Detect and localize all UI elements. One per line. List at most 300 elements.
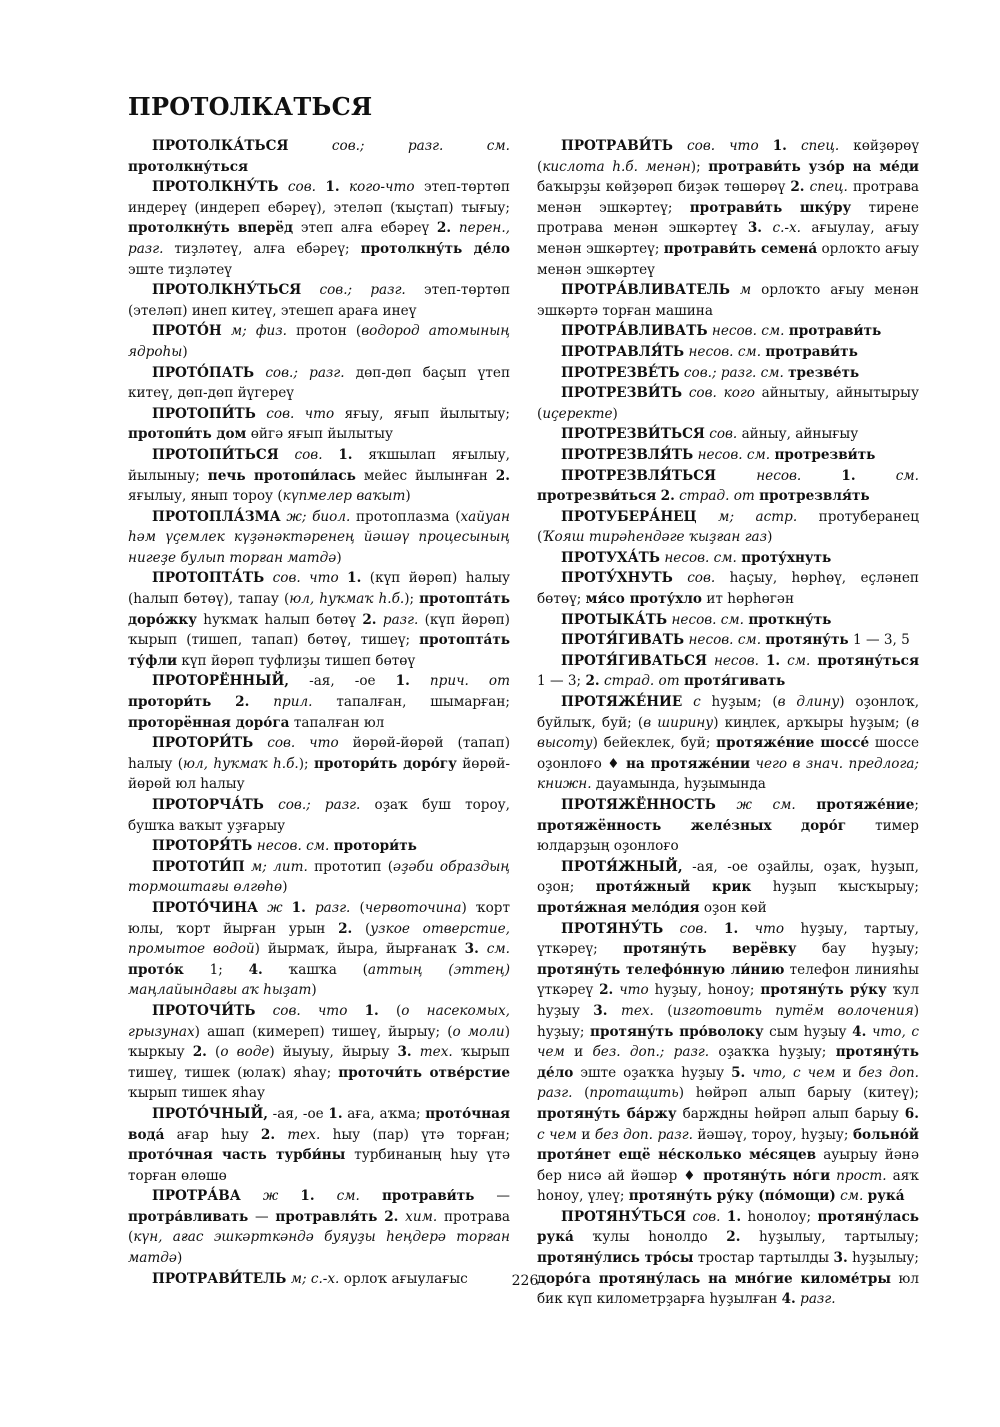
- bold-phrase: протолкну́ть вперёд: [128, 220, 294, 237]
- entry-text: һуҙылыу;: [847, 1250, 919, 1267]
- entry-text: ): [336, 549, 342, 566]
- bold-phrase: протопи́ть дом: [128, 426, 247, 443]
- entry-text: тимер юлдарҙың оҙонлоғо: [537, 817, 919, 855]
- bold-phrase: больно́й протя́нет ещё не́сколько ме́сяцев: [537, 1126, 919, 1164]
- dictionary-entry: [537, 342, 919, 363]
- bold-phrase: протори́ть: [128, 694, 212, 711]
- grammar-label: сов.: [687, 570, 716, 587]
- entry-text: тапалған юл: [289, 714, 385, 731]
- grammar-label: узкое отверстие, промытое водой: [128, 920, 510, 958]
- bold-phrase: протрави́ть: [765, 343, 858, 360]
- entry-text: [708, 921, 724, 937]
- bold-phrase: 1.: [841, 467, 856, 484]
- bold-phrase: протяну́ть верёвку: [623, 941, 797, 958]
- entry-text: орлоҡ ағыулағыс: [339, 1270, 468, 1287]
- headword: ПРОТОПИ́ТЬ: [152, 405, 256, 422]
- entry-text: ҡырып тишеү, тишек (юлаҡ) яһау;: [128, 1044, 510, 1081]
- grammar-label: сов.: [709, 426, 738, 443]
- grammar-label: ж; биол.: [286, 508, 351, 525]
- headword: ПРОТОЧИ́ТЬ: [152, 1002, 256, 1019]
- entry-text: [241, 1188, 263, 1204]
- grammar-label: разг.: [382, 611, 419, 628]
- bold-phrase: протрезвля́ть: [759, 488, 870, 505]
- dictionary-entry: [128, 445, 510, 507]
- entry-text: барждны һөйрәп алып барыу: [676, 1105, 905, 1122]
- left-column: [128, 136, 510, 1289]
- bold-phrase: 1.: [325, 179, 340, 196]
- bold-phrase: 2.: [585, 673, 600, 690]
- bold-phrase: протяже́ние шоссе́: [716, 735, 870, 752]
- entry-text: эште тиҙләтеү: [128, 261, 232, 278]
- entry-text: ҡашҡа (: [262, 961, 368, 978]
- grammar-label: м; с.-х.: [290, 1270, 340, 1287]
- dictionary-entry: [537, 630, 919, 651]
- entry-text: дауамында, һуҙымында: [591, 776, 766, 793]
- headword: ПРОТОТИ́П: [152, 858, 245, 875]
- entry-text: [451, 220, 459, 236]
- headword: ПРОТО́ЧНЫЙ,: [152, 1105, 269, 1122]
- headword: ПРОТЯНУ́ТЬСЯ: [561, 1208, 687, 1225]
- dictionary-entry: [128, 177, 510, 280]
- grammar-label: протащить: [589, 1085, 679, 1102]
- grammar-label: сов. что: [267, 735, 339, 752]
- dictionary-entry: [537, 795, 919, 857]
- bold-phrase: 1.: [300, 1188, 315, 1205]
- entry-text: (: [572, 1085, 590, 1102]
- dictionary-entry: [128, 363, 510, 404]
- entry-text: йәшәү, тороу, һуҙыу;: [692, 1126, 853, 1143]
- bold-phrase: 3.: [833, 1250, 848, 1267]
- entry-text: һуҙып ҡысҡырыу;: [751, 879, 919, 896]
- dictionary-entry: [128, 1001, 510, 1104]
- headword: ПРОТОРЧА́ТЬ: [152, 797, 264, 813]
- bold-phrase: протра́вливать: [128, 1208, 249, 1225]
- grammar-label: м; лит.: [250, 858, 308, 875]
- entry-text: [306, 900, 315, 916]
- grammar-label: прич. от: [429, 673, 511, 690]
- grammar-label: без. доп.; разг.: [592, 1044, 710, 1061]
- bold-phrase: протяну́ть ру́ку (по́мощи): [628, 1188, 836, 1205]
- entry-text: );: [690, 158, 709, 175]
- bold-phrase: 2.: [436, 220, 452, 237]
- bold-phrase: протяну́ть де́ло: [537, 1044, 920, 1081]
- headword: ПРОТОЛКНУ́ТЬ: [152, 179, 279, 196]
- grammar-label: чего в знач. предлога; книжн.: [537, 755, 920, 793]
- grammar-label: сов.: [679, 920, 708, 937]
- dictionary-entry: [128, 507, 510, 569]
- entry-text: ) һөйрәп алып барыу (китеү);: [678, 1085, 920, 1102]
- grammar-label: что: [754, 920, 785, 937]
- entry-text: [264, 570, 272, 586]
- entry-text: ): [282, 879, 288, 896]
- entry-text: (: [378, 1002, 402, 1019]
- bold-phrase: протрезви́ться: [537, 488, 657, 505]
- entry-text: ): [176, 1250, 183, 1267]
- grammar-label: несов. см.: [711, 323, 785, 340]
- grammar-label: юл, һуҡмаҡ һ.б.: [289, 591, 405, 608]
- grammar-label: см.: [895, 467, 920, 484]
- grammar-label: сов.; разг.: [319, 282, 406, 299]
- bold-phrase: протрави́ть: [381, 1188, 475, 1205]
- entry-text: [682, 385, 689, 401]
- entry-text: (: [352, 920, 371, 937]
- headword: ПРОТЯ́ЖНЫЙ,: [561, 858, 683, 875]
- entry-text: [716, 468, 756, 484]
- grammar-label: хим.: [405, 1208, 438, 1225]
- headword: ПРОТУХА́ТЬ: [561, 549, 660, 566]
- entry-text: һаҫыу, һөрһөү, еҫләнеп бөтөү;: [537, 570, 919, 608]
- grammar-label: сов.: [287, 179, 316, 196]
- bold-phrase: 2.: [495, 467, 510, 484]
- grammar-label: см.: [840, 1188, 864, 1205]
- headword: ПРОТЯЖЁННОСТЬ: [561, 797, 716, 813]
- headword: ПРОТРЕЗВИ́ТЬ: [561, 385, 683, 402]
- entry-text: ) ашап (кимереп) тишеү, йырыу; (: [194, 1023, 453, 1040]
- bold-phrase: проту́хнуть: [741, 549, 832, 566]
- bold-phrase: 4.: [248, 961, 263, 978]
- entry-text: яғыу, яғып йылытыу;: [334, 405, 511, 422]
- grammar-label: прил.: [273, 694, 313, 711]
- grammar-label: несов. см.: [688, 632, 762, 649]
- entry-text: ) йырмаҡ, йыра, йырғанаҡ: [254, 941, 465, 958]
- bold-phrase: 2.: [384, 1208, 399, 1225]
- bold-phrase: 1.: [364, 1002, 379, 1019]
- entry-text: һуҙыу, тартыу, үткәреү;: [537, 920, 920, 958]
- entry-text: айныу, айнығыу: [737, 426, 859, 443]
- entry-text: [707, 653, 714, 669]
- bold-phrase: протяну́ть телефо́нную ли́нию: [537, 961, 785, 978]
- bold-phrase: 6.: [904, 1105, 919, 1122]
- bold-phrase: 4.: [781, 1291, 796, 1308]
- entry-text: —: [248, 1208, 276, 1225]
- dictionary-entry: [128, 857, 510, 898]
- grammar-label: сов. что: [266, 405, 335, 422]
- entry-text: [360, 1188, 382, 1204]
- entry-text: һыу (пар) үтә торған;: [320, 1126, 511, 1143]
- entry-text: айнытыу, айнытырыу (: [537, 385, 919, 422]
- grammar-label: см.: [336, 1188, 360, 1205]
- headword: ПРОТРА́ВЛИВАТЕЛЬ: [561, 282, 730, 299]
- entry-text: [301, 282, 319, 298]
- headword: ПРОТЯЖЕ́НИЕ: [561, 694, 683, 711]
- bold-phrase: протяну́лась рука́: [537, 1208, 919, 1246]
- headword: ПРОТРАВИ́ТЕЛЬ: [152, 1270, 287, 1287]
- bold-phrase: 5.: [731, 1064, 746, 1081]
- dictionary-entry: [128, 321, 510, 362]
- entry-text: [253, 735, 267, 751]
- grammar-label: без доп. разг.: [537, 1064, 919, 1102]
- grammar-label: страд. от: [679, 488, 755, 505]
- entry-text: [796, 797, 817, 813]
- grammar-label: сов.; разг.: [265, 364, 345, 381]
- entry-text: [856, 468, 896, 484]
- bold-phrase: 1.: [772, 138, 787, 154]
- bold-phrase: на протяже́нии: [625, 755, 751, 772]
- grammar-label: изготовить путём волочения: [672, 1002, 914, 1019]
- grammar-label: м; физ.: [230, 323, 287, 340]
- headword: ПРОТОПЛА́ЗМА: [152, 508, 281, 525]
- entry-text: яҡшылап яғылыу, йылыныу;: [128, 446, 511, 484]
- entry-text: [673, 570, 687, 586]
- entry-text: ): [311, 982, 317, 999]
- entry-text: баҡырҙы көйҙөрөп биҙәк төшөрөү: [537, 179, 791, 196]
- bold-phrase: 2.: [192, 1044, 207, 1061]
- entry-text: );: [298, 755, 314, 772]
- dictionary-entry: [537, 424, 919, 445]
- bold-phrase: прото́к: [128, 961, 184, 978]
- entry-text: 1 — 3, 5: [848, 632, 910, 649]
- entry-text: [279, 447, 295, 463]
- entry-text: [254, 365, 265, 381]
- entry-text: [787, 138, 801, 154]
- bold-phrase: 1.: [347, 570, 362, 587]
- dictionary-entry: [128, 1104, 510, 1186]
- dictionary-entry: [128, 836, 510, 857]
- grammar-label: без доп. разг.: [594, 1126, 693, 1143]
- dictionary-entry: [128, 404, 510, 445]
- entry-text: ) һуҙыу;: [537, 1002, 920, 1040]
- grammar-label: водород атомының ядроһы: [128, 323, 510, 360]
- bold-phrase: протя́жная мело́дия: [537, 899, 700, 916]
- bold-phrase: прото́чная вода́: [128, 1105, 510, 1143]
- entry-text: эште оҙаҡҡа һуҙыу: [573, 1064, 732, 1081]
- dictionary-entry: [537, 136, 919, 280]
- grammar-label: сов. кого: [688, 385, 755, 402]
- bold-phrase: 2.: [599, 982, 614, 999]
- grammar-label: см.: [787, 652, 811, 669]
- dictionary-entry: [128, 898, 510, 1001]
- entry-text: ағыулау, ағыу менән эшкәртеү;: [537, 220, 919, 257]
- bold-phrase: протяну́ться: [817, 652, 919, 669]
- entry-text: [801, 468, 841, 484]
- grammar-label: о воде: [220, 1044, 270, 1061]
- bold-phrase: протяну́ть ба́ржу: [537, 1105, 677, 1122]
- entry-text: протон (: [286, 323, 362, 340]
- entry-text: [673, 138, 687, 154]
- right-column: [537, 136, 919, 1310]
- grammar-label: несов. см.: [688, 343, 762, 360]
- entry-text: -ая, -ое оҙайлы, оҙаҡ, һуҙып, оҙон;: [537, 858, 919, 896]
- bold-phrase: протолкну́ться: [128, 158, 249, 175]
- entry-text: тростар тартылды: [693, 1250, 834, 1267]
- entry-text: аға, аҡма;: [342, 1105, 426, 1122]
- headword: ПРОТЯ́ГИВАТЬСЯ: [561, 652, 707, 669]
- bold-phrase: протяну́ть: [765, 632, 849, 649]
- grammar-label: что, с чем: [537, 1023, 919, 1061]
- entry-text: протоплазма (: [350, 508, 461, 525]
- entry-text: йөрөй-йөрөй (тапап) һалыу (: [128, 735, 510, 772]
- entry-text: көйҙөрөү (: [537, 138, 919, 175]
- headword: ПРОТУ́ХНУТЬ: [561, 570, 673, 587]
- dictionary-entry: [537, 548, 919, 569]
- entry-text: юл бик күп километрҙарға һуҙылған: [537, 1270, 919, 1308]
- entry-text: [697, 509, 719, 525]
- running-head: ПРОТОЛКАТЬСЯ: [128, 92, 373, 121]
- entry-text: [412, 1044, 420, 1060]
- grammar-label: с: [693, 694, 701, 711]
- headword: ПРОТО́ПАТЬ: [152, 364, 255, 381]
- bold-phrase: печь протопи́лась: [207, 467, 356, 484]
- grammar-label: в высоту: [537, 714, 919, 752]
- entry-text: ауырыу йәнә бер нисә ай йәшәр ♦: [537, 1147, 919, 1184]
- grammar-label: сов.: [294, 446, 323, 463]
- entry-text: күп йөрөп туфлиҙы тишеп бөтөү: [177, 652, 416, 669]
- dictionary-entry: [128, 733, 510, 795]
- entry-text: [608, 1003, 621, 1019]
- entry-text: оҙон көй: [699, 899, 767, 916]
- grammar-label: сов.; разг.: [278, 797, 361, 813]
- grammar-label: ж: [262, 1188, 279, 1205]
- bold-phrase: протопта́ть ту́фли: [128, 632, 510, 669]
- entry-text: этеп-төртөп (этеләп) инеп китеү, этешеп араға инеү: [128, 282, 511, 319]
- grammar-label: күн, ағас эшкәрткәндә буяуҙы һеңдерә торған матдә: [128, 1229, 510, 1267]
- grammar-label: ж: [267, 899, 283, 916]
- bold-phrase: 1.: [726, 1208, 742, 1225]
- entry-text: [211, 694, 235, 710]
- dictionary-entry: [128, 795, 510, 836]
- dictionary-entry: [537, 919, 919, 1207]
- grammar-label: разг.: [800, 1291, 836, 1308]
- grammar-label: несов. см.: [256, 838, 330, 855]
- dictionary-entry: [128, 568, 510, 671]
- grammar-label: червоточина: [364, 899, 462, 916]
- bold-phrase: протрави́ть: [788, 323, 882, 340]
- grammar-label: несов. см.: [671, 611, 745, 628]
- headword: ПРОТО́ЧИНА: [152, 899, 259, 916]
- entry-text: [316, 179, 325, 195]
- entry-text: протрава менән эшкәртеү;: [537, 179, 919, 216]
- entry-text: (күп йөрөп) һалыу (һалып бөтөү), тапау (: [128, 570, 511, 608]
- grammar-label: тех.: [620, 1002, 654, 1019]
- headword: ПРОТОРЁННЫЙ,: [152, 673, 290, 690]
- entry-text: орлоҡто ағыу менән эшкәртеү: [537, 240, 919, 278]
- entry-text: (: [653, 1002, 673, 1019]
- bold-phrase: протрезви́ть: [774, 446, 876, 463]
- bold-phrase: протя́жный крик: [595, 879, 752, 896]
- grammar-label: в ширину: [643, 714, 714, 731]
- grammar-label: сов.; разг. см.: [331, 138, 510, 154]
- entry-text: сым һуҙыу: [763, 1023, 853, 1040]
- entry-text: [663, 921, 679, 937]
- entry-text: аяҡ һоноу, үлеү;: [537, 1167, 920, 1205]
- dictionary-entry: [537, 363, 919, 384]
- dictionary-entry: [537, 507, 919, 548]
- entry-text: телефон линияһы үткәреү: [537, 961, 919, 999]
- bold-phrase: 2.: [260, 1126, 276, 1143]
- grammar-label: см.: [486, 941, 510, 958]
- entry-text: ) киңлек, арҡыры һуҙым; (: [713, 714, 912, 731]
- grammar-label: әҙәби образдың тормоштағы өлгөһө: [128, 858, 510, 896]
- entry-text: оҙаҡҡа һуҙыу;: [709, 1044, 836, 1061]
- entry-text: ) ҡорт юлы, ҡорт йырған урын: [128, 899, 510, 937]
- entry-text: этеп алға ебәреү: [293, 220, 437, 237]
- entry-text: орлоҡто ағыу менән эшкәртә торған машина: [537, 282, 919, 319]
- headword: ПРОТРЕЗВЛЯ́ТЬ: [561, 446, 694, 463]
- dictionary-entry: [537, 280, 919, 321]
- grammar-label: несов.: [713, 652, 759, 669]
- headword: ПРОТОЛКА́ТЬСЯ: [152, 138, 289, 154]
- bold-phrase: протрави́ть узо́р на ме́ди: [708, 158, 919, 175]
- grammar-label: аттың (эттең) маңлайындағы аҡ һыҙат: [128, 961, 511, 999]
- bold-phrase: 2.: [726, 1229, 741, 1246]
- bold-phrase: проточи́ть отве́рстие: [338, 1064, 511, 1081]
- grammar-label: ж см.: [736, 797, 796, 813]
- bold-phrase: протравля́ть: [275, 1208, 378, 1225]
- entry-text: ҡулы һонолдо: [573, 1229, 727, 1246]
- bold-phrase: рука́: [867, 1188, 905, 1205]
- entry-text: ) оҙонлоҡ, буйлыҡ, буй; (: [537, 694, 920, 731]
- grammar-label: несов.: [756, 467, 802, 484]
- entry-text: этеп-төртөп индереү (индереп ебәреү), этеләп (ҡыҫтап) тығыу;: [128, 179, 510, 216]
- entry-text: [323, 447, 339, 463]
- bold-phrase: протопта́ть доро́жку: [128, 591, 510, 628]
- entry-text: [762, 220, 772, 236]
- bold-phrase: протяжённость желе́зных доро́г: [537, 817, 847, 834]
- grammar-label: иҫеректе: [542, 405, 613, 422]
- entry-text: [315, 1188, 337, 1204]
- grammar-label: тех.: [287, 1126, 321, 1143]
- bold-phrase: доро́га протяну́лась на мно́гие киломе́тры: [537, 1270, 892, 1287]
- entry-text: ) йыуыу, йырыу: [269, 1044, 398, 1061]
- entry-text: [730, 282, 740, 298]
- dictionary-entry: [128, 280, 510, 321]
- bold-phrase: трезве́ть: [788, 364, 860, 381]
- entry-text: [222, 323, 231, 339]
- headword: ПРОТОПТА́ТЬ: [152, 570, 265, 587]
- entry-text: бау һуҙыу;: [796, 941, 919, 958]
- dictionary-entry: [537, 692, 919, 795]
- entry-text: [716, 797, 737, 813]
- entry-text: һуҙым; (: [700, 694, 778, 711]
- grammar-label: прост.: [836, 1167, 887, 1184]
- headword: ПРОТОПИ́ТЬСЯ: [152, 446, 279, 463]
- entry-text: [479, 941, 487, 957]
- entry-text: һонолоу;: [741, 1208, 818, 1225]
- dictionary-entry: [537, 568, 919, 609]
- entry-text: -ая, -ое: [268, 1105, 329, 1122]
- grammar-label: спец.: [809, 179, 848, 196]
- headword: ПРОТОРИ́ТЬ: [152, 735, 254, 752]
- bold-phrase: 2.: [660, 488, 675, 505]
- grammar-label: сов. что: [687, 138, 759, 154]
- grammar-label: тех.: [419, 1044, 453, 1061]
- entry-text: (: [350, 899, 365, 916]
- bold-phrase: 2.: [235, 694, 250, 711]
- grammar-label: что, с чем: [752, 1064, 836, 1081]
- bold-phrase: 3.: [593, 1002, 608, 1019]
- bold-phrase: 4.: [852, 1023, 867, 1040]
- headword: ПРОТЯ́ГИВАТЬ: [561, 632, 685, 649]
- entry-text: (күп йөрөп) ҡырып (тишеп, тапап) бөтөү, тишеү;: [128, 611, 510, 649]
- bold-phrase: протяну́лись тро́сы: [537, 1250, 694, 1267]
- bold-phrase: 1.: [395, 673, 410, 690]
- headword: ПРОТЫКА́ТЬ: [561, 611, 668, 628]
- entry-text: [410, 673, 430, 689]
- entry-text: протуберанец (: [537, 508, 919, 546]
- grammar-label: несов. см.: [697, 446, 771, 463]
- entry-text: ;: [914, 797, 920, 813]
- entry-text: —: [474, 1188, 511, 1205]
- entry-text: -ая, -ое: [289, 673, 396, 690]
- dictionary-entry: [537, 383, 919, 424]
- entry-text: [264, 797, 278, 813]
- bold-phrase: 3.: [464, 941, 479, 958]
- bold-phrase: протяну́ть но́ги: [703, 1167, 831, 1184]
- grammar-label: разг.: [314, 899, 351, 916]
- bold-phrase: проторённая доро́га: [128, 714, 290, 731]
- grammar-label: в длину: [777, 694, 840, 711]
- grammar-label: перен., разг.: [128, 220, 510, 257]
